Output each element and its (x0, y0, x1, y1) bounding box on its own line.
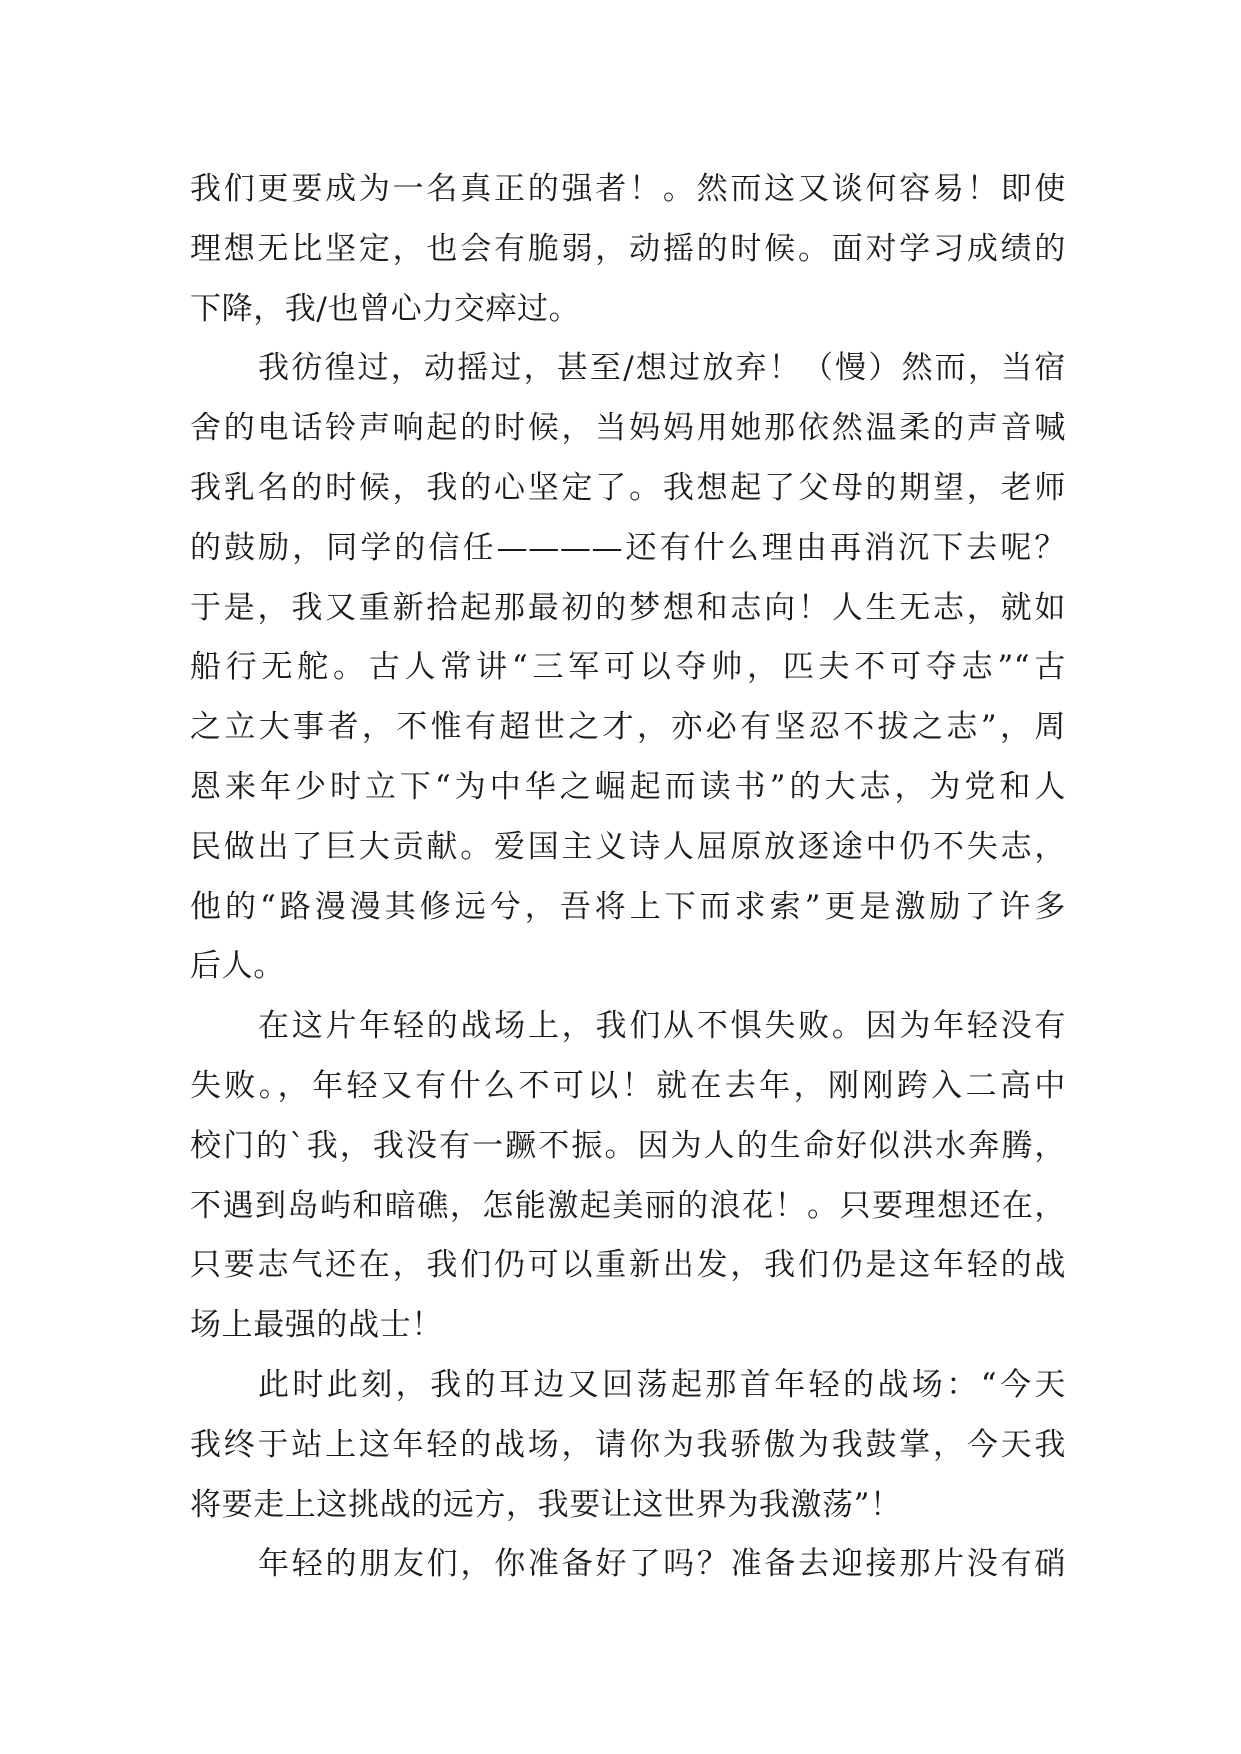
document-body (190, 160, 1066, 1595)
text-line: 不遇到岛屿和暗礁，怎能激起美丽的浪花！。只要理想还在， (190, 1187, 1066, 1224)
text-line: 舍的电话铃声响起的时候，当妈妈用她那依然温柔的声音喊 (190, 410, 1066, 447)
text-line: 此时此刻，我的耳边又回荡起那首年轻的战场：“今天 (258, 1366, 1066, 1403)
text-line: 我终于站上这年轻的战场，请你为我骄傲为我鼓掌，今天我 (190, 1426, 1066, 1463)
text-line: 年轻的朋友们，你准备好了吗？准备去迎接那片没有硝 (258, 1546, 1066, 1583)
text-line: 后人。 (190, 948, 285, 985)
text-line: 他的“路漫漫其修远兮，吾将上下而求索”更是激励了许多 (190, 888, 1066, 925)
text-line: 我们更要成为一名真正的强者！。然而这又谈何容易！即使 (190, 171, 1066, 207)
text-line: 场上最强的战士！ (190, 1307, 443, 1344)
text-line: 民做出了巨大贡献。爱国主义诗人屈原放逐途中仍不失志， (190, 828, 1066, 865)
text-line: 只要志气还在，我们仍可以重新出发，我们仍是这年轻的战 (190, 1247, 1066, 1284)
text-line: 船行无舵。古人常讲“三军可以夺帅，匹夫不可夺志”“古 (190, 649, 1066, 686)
text-line: 恩来年少时立下“为中华之崛起而读书”的大志，为党和人 (190, 768, 1066, 805)
text-line: 校门的`我，我没有一蹶不振。因为人的生命好似洪水奔腾， (190, 1127, 1066, 1164)
text-line: 之立大事者，不惟有超世之才，亦必有坚忍不拔之志”，周 (190, 709, 1066, 746)
text-line: 我乳名的时候，我的心坚定了。我想起了父母的期望，老师 (190, 469, 1066, 506)
text-line: 在这片年轻的战场上，我们从不惧失败。因为年轻没有 (258, 1008, 1066, 1045)
text-line: 将要走上这挑战的远方，我要让这世界为我激荡”！ (190, 1486, 902, 1523)
text-line: 失败。，年轻又有什么不可以！就在去年，刚刚跨入二高中 (190, 1067, 1066, 1104)
text-line: 理想无比坚定，也会有脆弱，动摇的时候。面对学习成绩的 (190, 230, 1066, 267)
text-line: 我彷徨过，动摇过，甚至/想过放弃！（慢）然而，当宿 (258, 350, 1066, 387)
text-line: 下降，我/也曾心力交瘁过。 (190, 290, 581, 327)
text-line: 于是，我又重新拾起那最初的梦想和志向！人生无志，就如 (190, 589, 1066, 626)
text-line: 的鼓励，同学的信任————还有什么理由再消沉下去呢？ (190, 529, 1066, 566)
